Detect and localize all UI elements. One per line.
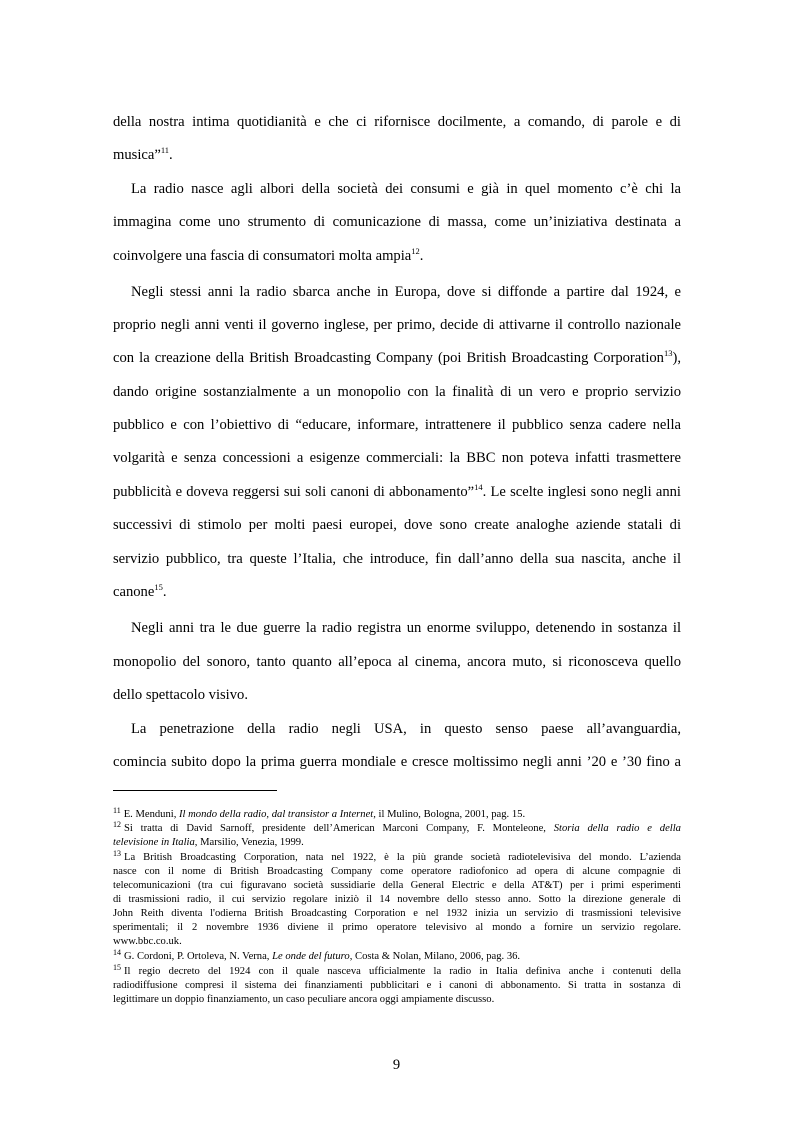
body-line: con la creazione della British Broadcasting Company (poi British Broadcasting Corporation$^{13}$),	[113, 348, 681, 366]
footnote-ref[interactable]: 13	[663, 348, 673, 358]
body-line: immagina come uno strumento di comunicazione di massa, come un’iniziativa destinata a	[113, 214, 681, 230]
body-line: successivi di stimolo per molti paesi europei, dove sono create analoghe aziende statali di	[113, 517, 681, 533]
footnote-15-cont: radiodiffusione compresi il sistema dei finanziamenti pubblicitari e i canoni di abbonamento. Si tratta in sostanza di	[113, 980, 681, 991]
body-line: servizio pubblico, tra queste l’Italia, che introduce, fin dall’anno della sua nascita, anche il	[113, 551, 681, 567]
footnote-15-cont: legittimare un doppio finanziamento, un caso peculiare ancora oggi ampiamente discusso.	[113, 994, 495, 1005]
footnote-ref[interactable]: 15	[154, 582, 163, 592]
body-line: dello spettacolo visivo.	[113, 687, 248, 703]
body-line: canone$^{15}$.	[113, 582, 167, 600]
footnote-13-cont: nasce con il nome di British Broadcasting Company come operatore radiofonico ad opera di alcune compagnie di	[113, 866, 681, 877]
footnote-13-cont: sperimentali; il 2 novembre 1936 diviene il primo operatore televisivo al mondo a fornire un servizio regolare.	[113, 922, 681, 933]
body-line: pubblicità e doveva reggersi sui soli canoni di abbonamento”$^{14}$. Le scelte inglesi sono negli anni	[113, 482, 681, 500]
footnote-ref[interactable]: 14	[474, 482, 483, 492]
body-line: comincia subito dopo la prima guerra mondiale e cresce moltissimo negli anni ’20 e ’30 fino a	[113, 754, 681, 770]
body-line: proprio negli anni venti il governo inglese, per primo, decide di attivarne il controllo nazionale	[113, 317, 681, 333]
footnote-ref[interactable]: 12	[411, 246, 420, 256]
body-line: dando origine sostanzialmente a un monopolio con la finalità di un vero e proprio servizio	[113, 384, 681, 400]
footnote-13-cont: John Reith diventa l'odierna British Broadcasting Corporation e nel 1932 inizia un servizio di trasmissioni televisive	[113, 908, 681, 919]
footnote-11: $^{11}$ E. Menduni, Il mondo della radio, dal transistor a Internet, il Mulino, Bologna, 2001, pag. 15.	[113, 806, 526, 820]
footnote-14: $^{14}$ G. Cordoni, P. Ortoleva, N. Verna, Le onde del futuro, Costa & Nolan, Milano, 2006, pag. 36.	[113, 948, 521, 962]
page-number: 9	[392, 1057, 401, 1073]
footnote-13-link[interactable]: www.bbc.co.uk.	[113, 936, 182, 947]
body-line: monopolio del sonoro, tanto quanto all’epoca al cinema, ancora muto, si riconosceva quello	[113, 654, 681, 670]
footnote-ref[interactable]: 11	[160, 145, 170, 155]
body-line: Negli stessi anni la radio sbarca anche in Europa, dove si diffonde a partire dal 1924, e	[131, 284, 681, 300]
footnote-15: $^{15}$ Il regio decreto del 1924 con il quale nasceva ufficialmente la radio in Italia definiva anche i contenuti della	[113, 963, 681, 977]
body-line: coinvolgere una fascia di consumatori molta ampia$^{12}$.	[113, 246, 424, 264]
body-line: La penetrazione della radio negli USA, in questo senso paese all’avanguardia,	[131, 721, 681, 737]
body-line: pubblico e con l’obiettivo di “educare, informare, intrattenere il pubblico senza cadere nella	[113, 417, 681, 433]
footnote-separator	[113, 790, 277, 791]
body-line: della nostra intima quotidianità e che ci rifornisce docilmente, a comando, di parole e di	[113, 114, 681, 130]
footnote-13-cont: di trasmissioni radio, il cui servizio regolare iniziò il 14 novembre dello stesso anno. Sotto la direzione generale di	[113, 894, 681, 905]
body-line: musica”$^{11}$.	[113, 145, 173, 163]
footnote-13: $^{13}$ La British Broadcasting Corporation, nata nel 1922, è la più grande società radiotelevisiva del mondo. L’azienda	[113, 849, 681, 863]
body-line: La radio nasce agli albori della società dei consumi e già in quel momento c’è chi la	[131, 181, 681, 197]
body-line: Negli anni tra le due guerre la radio registra un enorme sviluppo, detenendo in sostanza il	[131, 620, 681, 636]
footnote-12: $^{12}$ Si tratta di David Sarnoff, presidente dell’American Marconi Company, F. Monteleone, Storia della radio e della	[113, 820, 681, 834]
body-line: volgarità e senza concessioni a esigenze commerciali: la BBC non poteva infatti trasmettere	[113, 450, 681, 466]
footnote-13-cont: telecomunicazioni (tra cui figuravano società sussidiarie della General Electric e della AT&T) per i primi esperimenti	[113, 880, 681, 891]
footnote-12-cont: televisione in Italia, Marsilio, Venezia, 1999.	[113, 837, 304, 848]
